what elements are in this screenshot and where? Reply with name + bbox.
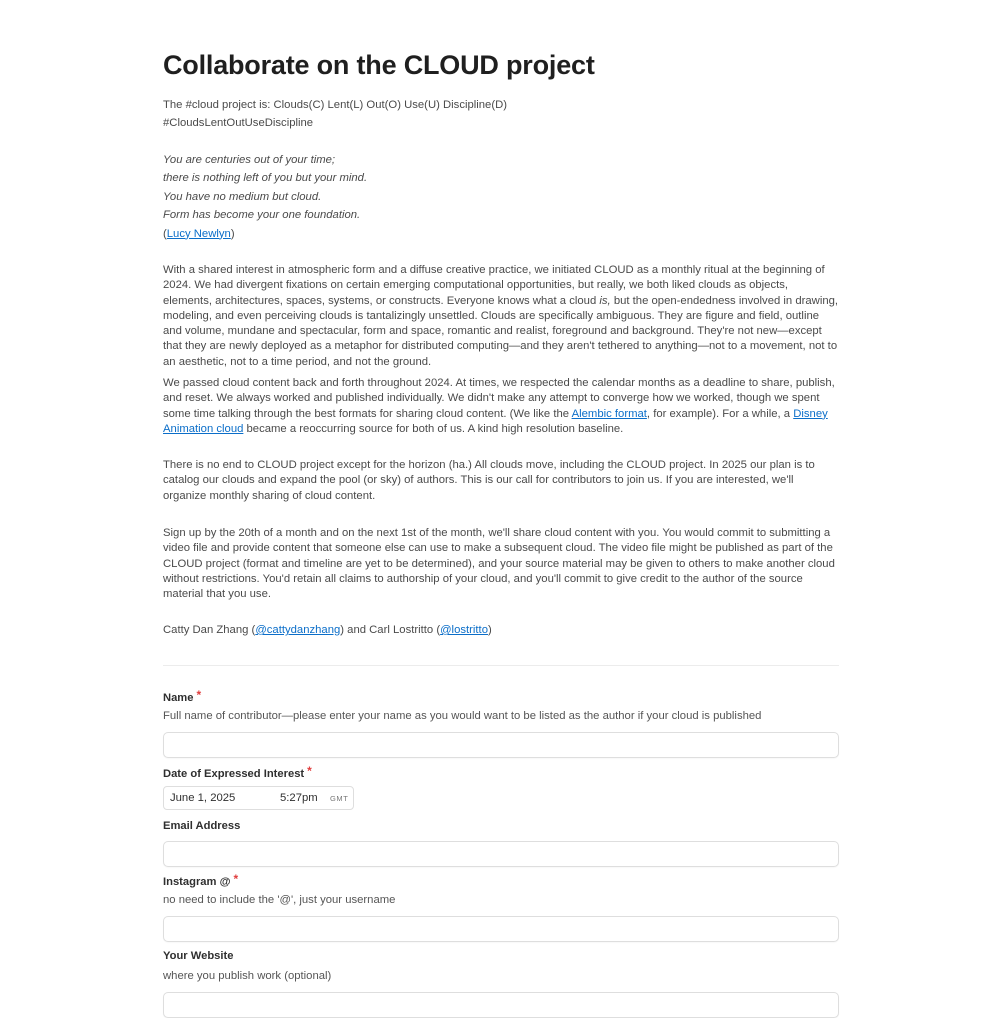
date-label-text: Date of Expressed Interest (163, 768, 305, 780)
website-label-text: Your Website (163, 950, 234, 962)
intro-line-1: The #cloud project is: Clouds(C) Lent(L) Out(O) Use(U) Discipline(D) (163, 99, 508, 111)
poem-line: Form has become your one foundation. (163, 209, 361, 222)
paragraph-history (163, 376, 839, 437)
signoff-name-1: Catty Dan Zhang ( (163, 624, 256, 636)
signoff-paren-close: ) (487, 624, 492, 636)
poem-attribution (163, 227, 839, 242)
instagram-label-text: Instagram @ (163, 876, 231, 888)
signoff (163, 623, 839, 638)
para1-text-a: With a shared interest in atmospheric form and a diffuse creative practice, we initiated CLOUD as a monthly ritual at the beginning of 2024. We had divergent fixations on certain emerging computational opportunities, but really, we both liked clouds as objects, elements, architectures, spaces, systems, or constructs. Everyone knows what a cloud (163, 264, 825, 307)
cattydanzhang-link[interactable]: @cattydanzhang (255, 624, 341, 636)
email-label (163, 820, 240, 832)
timezone-label: GMT (330, 794, 349, 803)
alembic-format-link[interactable]: Alembic format (571, 407, 647, 420)
para4-text: Sign up by the 20th of a month and on the next 1st of the month, we'll share cloud content with you. You would commit to submitting a video file and provide content that someone else can use to make a subsequent cloud. The video file might be published as part of the CLOUD project (format and timeline are yet to be determined), and your source material may be given to others to make another cloud without restrictions. You'd retain all claims to authorship of your cloud, and you'll commit to give credit to the author of the source material that you use. (163, 527, 835, 601)
website-input[interactable] (163, 992, 839, 1018)
poem-line: You have no medium but cloud. (163, 190, 322, 203)
name-label (163, 690, 201, 704)
page-title: Collaborate on the CLOUD project (163, 50, 595, 80)
website-hint: where you publish work (optional) (163, 970, 332, 982)
attribution-paren-open: ( (163, 227, 167, 240)
poem-line: You are centuries out of your time; (163, 154, 336, 166)
paragraph-signup (163, 526, 839, 602)
date-label (163, 766, 312, 780)
paragraph-future (163, 458, 839, 504)
para2-text-c: became a reoccurring source for both of us. A kind high resolution baseline. (243, 422, 624, 435)
lucy-newlyn-link[interactable]: Lucy Newlyn (166, 227, 231, 240)
name-label-text: Name (163, 692, 194, 704)
paragraph-origin (163, 263, 839, 370)
email-label-text: Email Address (163, 820, 241, 832)
name-input[interactable] (163, 732, 839, 758)
poem (163, 153, 839, 245)
required-asterisk: * (233, 872, 239, 886)
date-value[interactable]: June 1, 2025 (170, 792, 236, 804)
para3-text: There is no end to CLOUD project except for the horizon (ha.) All clouds move, including the CLOUD project. In 2025 our plan is to catalog our clouds and expand the pool (or sky) of authors. This is our call for contributors to join us. If you are interested, we'll organize monthly sharing of cloud content. (163, 459, 815, 502)
disney-animation-cloud-link[interactable]: Disney Animation cloud (163, 407, 828, 435)
poem-line: there is nothing left of you but your mind. (163, 172, 368, 185)
name-hint: Full name of contributor—please enter your name as you would want to be listed as the author if your cloud is published (163, 710, 762, 722)
required-asterisk: * (307, 764, 312, 778)
time-value[interactable]: 5:27pm (280, 792, 318, 804)
intro-text (163, 98, 839, 132)
para1-is-emphasis: is, (599, 294, 611, 307)
instagram-input[interactable] (163, 916, 839, 942)
para2-text-a: We passed cloud content back and forth throughout 2024. At times, we respected the calendar months as a deadline to share, publish, and reset. We always worked and published individually. We didn't make any attempt to converge how we worked, though we spent some time talking through the best formats for sharing cloud content. (We like the (163, 377, 835, 420)
para2-text-b: , for example). For a while, a (646, 407, 794, 420)
intro-line-2: #CloudsLentOutUseDiscipline (163, 117, 314, 130)
email-input[interactable] (163, 841, 839, 867)
section-divider (163, 665, 839, 666)
para1-text-b: but the open-endedness involved in drawing, modeling, and even perceiving clouds is tantalizingly unsettled. Clouds are specifically ambiguous. They are figure and field, outline and volume, mundane and spectacular, form and space, romantic and realist, foreground and background. They're not new—except that they are newly deployed as a metaphor for distributed computing—and they aren't tethered to anything—not to a movement, not to an aesthetic, not to a time period, and not the ground. (163, 294, 839, 368)
instagram-hint: no need to include the '@', just your username (163, 894, 396, 906)
lostritto-link[interactable]: @lostritto (440, 624, 488, 636)
required-asterisk: * (196, 688, 202, 702)
attribution-paren-close: ) (230, 227, 235, 240)
website-label (163, 950, 233, 962)
signoff-name-2: ) and Carl Lostritto ( (340, 624, 441, 636)
date-time-picker[interactable] (163, 786, 354, 810)
instagram-label (163, 874, 238, 888)
